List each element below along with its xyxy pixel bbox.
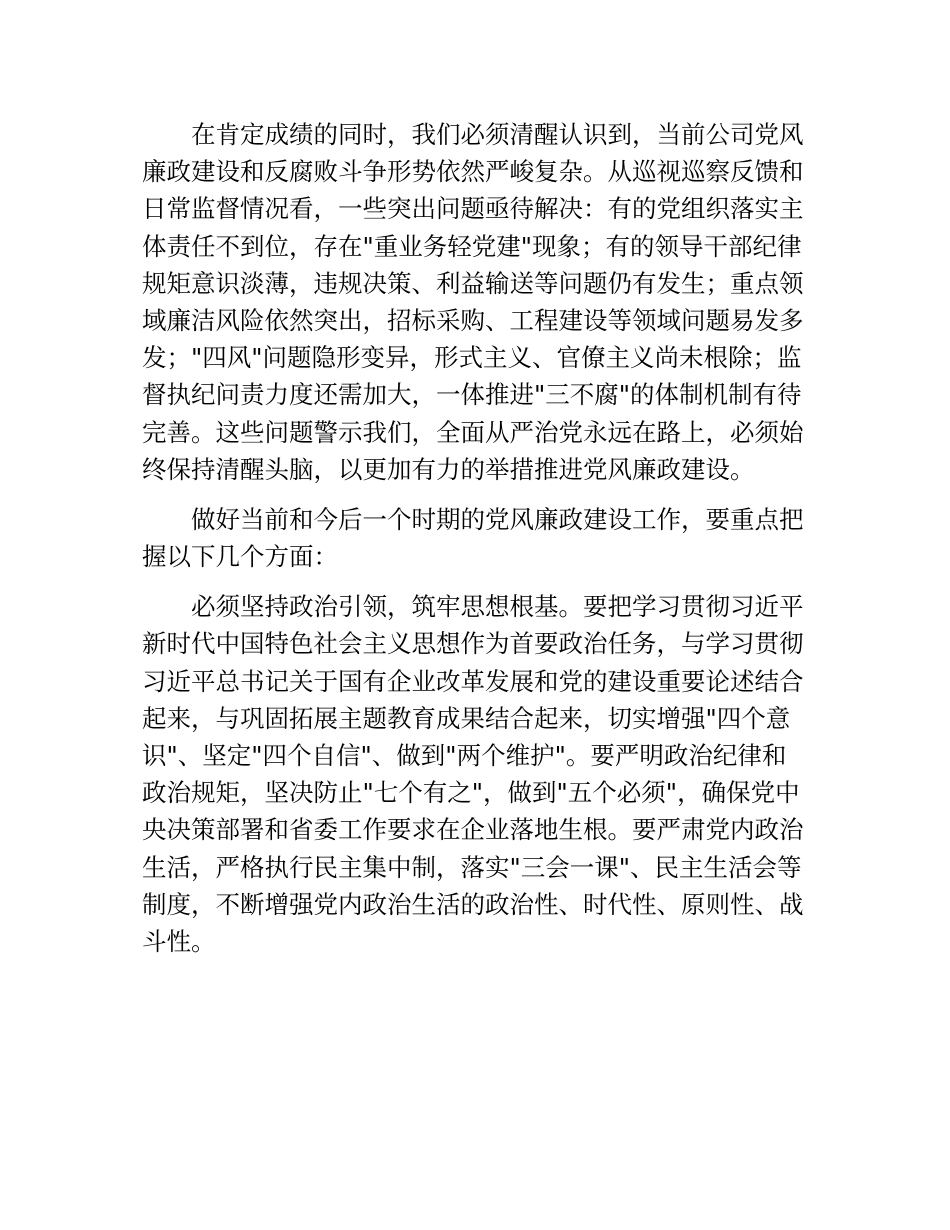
text-line: 握以下几个方面：	[142, 542, 338, 572]
text-line: 终保持清醒头脑，以更加有力的举措推进党风廉政建设。	[142, 454, 755, 484]
text-line: 斗性。	[142, 926, 216, 956]
text-line: 起来，与巩固拓展主题教育成果结合起来，切实增强"四个意	[142, 703, 791, 733]
text-line: 完善。这些问题警示我们，全面从严治党永远在路上，必须始	[142, 417, 804, 447]
text-line: 识"、坚定"四个自信"、做到"两个维护"。要严明政治纪律和	[142, 741, 787, 770]
text-line: 新时代中国特色社会主义思想作为首要政治任务，与学习贯彻	[142, 629, 804, 659]
text-line: 廉政建设和反腐败斗争形势依然严峻复杂。从巡视巡察反馈和	[142, 157, 804, 187]
text-line: 体责任不到位，存在"重业务轻党建"现象；有的领导干部纪律	[142, 231, 802, 261]
paragraph-focus-areas	[142, 501, 822, 575]
text-line: 日常监督情况看，一些突出问题亟待解决：有的党组织落实主	[142, 194, 804, 224]
text-line: 督执纪问责力度还需加大，一体推进"三不腐"的体制机制有待	[142, 380, 802, 410]
text-line: 央决策部署和省委工作要求在企业落地生根。要严肃党内政治	[142, 815, 804, 845]
text-line: 习近平总书记关于国有企业改革发展和党的建设重要论述结合	[142, 666, 804, 696]
text-line: 做好当前和今后一个时期的党风廉政建设工作，要重点把	[191, 504, 804, 534]
paragraph-situation	[142, 116, 822, 488]
text-line: 规矩意识淡薄，违规决策、利益输送等问题仍有发生；重点领	[142, 268, 804, 298]
text-line: 发；"四风"问题隐形变异，形式主义、官僚主义尚未根除；监	[142, 343, 802, 373]
text-line: 域廉洁风险依然突出，招标采购、工程建设等领域问题易发多	[142, 305, 804, 335]
text-line: 制度，不断增强党内政治生活的政治性、时代性、原则性、战	[142, 889, 804, 919]
text-line: 政治规矩，坚决防止"七个有之"，做到"五个必须"，确保党中	[142, 778, 800, 808]
document-body	[142, 116, 822, 973]
text-line: 必须坚持政治引领，筑牢思想根基。要把学习贯彻习近平	[191, 592, 804, 622]
paragraph-political-guidance	[142, 588, 822, 960]
text-line: 在肯定成绩的同时，我们必须清醒认识到，当前公司党风	[191, 120, 804, 149]
text-line: 生活，严格执行民主集中制，落实"三会一课"、民主生活会等	[142, 852, 802, 882]
